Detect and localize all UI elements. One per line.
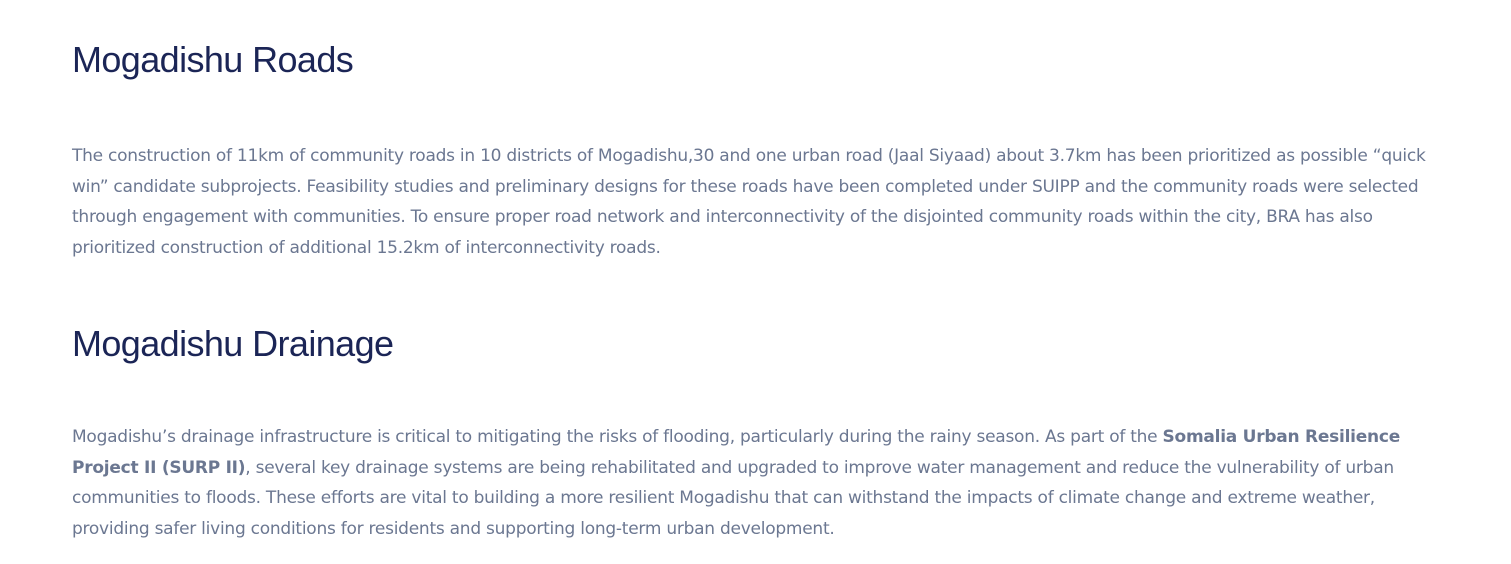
- section-body-roads: The construction of 11km of community roads in 10 districts of Mogadishu,30 and one urban road (Jaal Siyaad) about 3.7km has been prioritized as possible “quick win” candidate subprojects. Feasibility studies and preliminary designs for these roads have been completed under SUIPP and the community roads were selected through engagement with communities. To ensure proper road network and interconnectivity of the disjointed community roads within the city, BRA has also prioritized construction of additional 15.2km of interconnectivity roads.: [72, 146, 1426, 258]
- section-title-roads: Mogadishu Roads: [72, 39, 354, 80]
- drainage-body-project-name: Somalia Urban Resilience Project II (SURP II): [72, 427, 1400, 478]
- drainage-body-text-end: , several key drainage systems are being rehabilitated and upgraded to improve water management and reduce the vulnerability of urban communities to floods. These efforts are vital to building a more resilient Mogadishu that can withstand the impacts of climate change and extreme weather, providing safer living conditions for residents and supporting long-term urban development.: [72, 457, 1394, 539]
- section-body-drainage: [72, 422, 1432, 544]
- drainage-body-text-start: Mogadishu’s drainage infrastructure is critical to mitigating the risks of flooding, particularly during the rainy season. As part of the: [72, 427, 1163, 447]
- section-title-drainage: Mogadishu Drainage: [72, 323, 394, 364]
